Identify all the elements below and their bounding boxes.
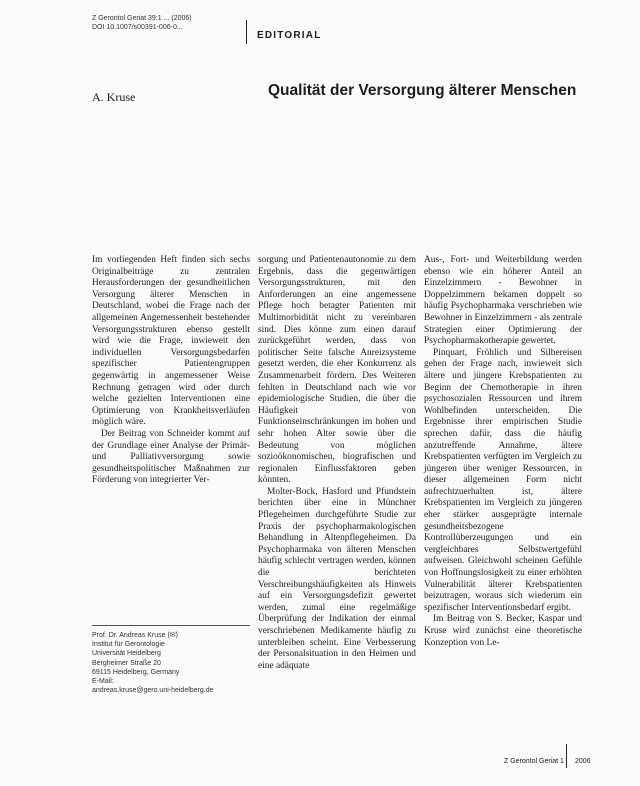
header-divider [246,20,247,44]
text-column-3 [424,255,582,649]
paragraph: Im vorliegenden Heft finden sich sechs Originalbeiträge zu zentralen Herausforderungen der gesundheitlichen Versorgung älterer Menschen in Deutschland, wobei die Frage nach der allgemeinen Angemessenheit bestehender Versorgungsstrukturen ebenso gestellt wird wie die Frage, inwieweit den individuellen Versorgungsbedarfen spezifischer Patientengruppen gegenwärtig in angemessener Weise Rechnung getragen wird oder durch welche gezielten Interventionen eine Optimierung von Krankheitsverläufen möglich wäre. [92,255,250,428]
affiliation-name: Prof. Dr. Andreas Kruse (✉) [92,632,179,639]
paragraph: Molter-Bock, Hasford und Pfundstein berichten über eine in Münchner Pflegeheimen durchgeführte Studie zur Praxis der psychopharmakologischen Behandlung in Altenpflegeheimen. Da Psychopharmaka von älteren Menschen häufig schlecht vertragen werden, können die berichteten Verschreibungshäufigkeiten als Hinweis auf ein Versorgungsdefizit gewertet werden, zumal eine regelmäßige Überprüfung der Indikation der einmal verschriebenen Medikamente häufig zu unterbleiben scheint. Eine Verbesserung der Personalsituation in den Heimen und eine adäquate [258,486,416,671]
footer-divider [566,744,567,768]
affiliation-city: 69115 Heidelberg, Germany [92,668,180,676]
paragraph: sorgung und Patientenautonomie zu dem Ergebnis, dass die gegenwärtigen Versorgungsstrukturen, mit den Anforderungen an eine angemessene Pflege hoch betagter Patienten mit Multimorbidität nicht zu vereinbaren sind. Dies könne zum einen darauf zurückgeführt werden, dass von politischer Seite falsche Anreizsysteme gesetzt werden, die eher Konkurrenz als Zusammenarbeit fördern. Des Weiteren fehlten in Deutschland nach wie vor epidemiologische Studien, die über die Häufigkeit von Funktionseinschränkungen im hohen und sehr hohen Alter sowie über die Bedeutung von möglichen sozioökonomischen, biografischen und regionalen Einflussfaktoren geben könnten. [258,255,416,486]
affiliation-email[interactable]: andreas.kruse@gero.uni-heidelberg.de [92,687,214,695]
journal-meta [92,14,192,32]
paragraph: Aus-, Fort- und Weiterbildung werden ebenso wie ein höherer Anteil an Einzelzimmern - Bewohner in Doppelzimmern bekamen doppelt so häufig Psychopharmaka verschrieben wie Bewohner in Einzelzimmern - als zentrale Strategien einer Optimierung der Psychopharmakotherapie gewertet. [424,255,583,347]
paragraph: Pinquart, Fröhlich und Silbereisen gehen der Frage nach, inwieweit sich ältere und jüngere Krebspatienten zu Beginn der Chemotherapie in ihren psychosozialen Ressourcen und ihrem Wohlbefinden unterscheiden. Die Ergebnisse ihrer empirischen Studie sprechen dafür, dass die häufig anzutreffende Annahme, ältere Krebspatienten verfügten im Vergleich zu jüngeren über weniger Ressourcen, in dieser allgemeinen Form nicht aufrechtzuerhalten ist, ältere Krebspatienten im Vergleich zu jüngeren eher stärker ausgeprägte internale gesundheitsbezogene Kontrollüberzeugungen und ein vergleichbares Selbstwertgefühl aufweisen. Gleichwohl scheinen Gefühle von Hoffnungslosigkeit zu einer erhöhten Vulnerabilität älterer Krebspatienten beizutragen, woraus sich wiederum ein spezifischer Interventionsbedarf ergibt. [424,347,582,613]
paragraph: Der Beitrag von Schneider kommt auf der Grundlage einer Analyse der Primär- und Palliativversorgung sowie gesundheitspolitischer Maßnahmen zur Förderung von integrierter Ver- [92,428,250,486]
section-label: EDITORIAL [257,30,322,41]
paragraph: Im Beitrag von S. Becker, Kaspar und Kruse wird zunächst eine theoretische Konzeption von Le- [424,614,582,648]
footer-journal: Z Gerontol Geriat 1 [504,758,564,765]
article-title: Qualität der Versorgung älterer Menschen [268,82,577,99]
affiliation-institute: Institut für Gerontologie [92,641,165,649]
affiliation-email-label: E-Mail: [92,678,114,686]
author-affiliation [92,631,214,695]
text-column-1 [92,255,250,487]
footer-year: 2006 [575,758,591,765]
article-author: A. Kruse [92,90,136,104]
text-column-2 [258,255,416,672]
meta-line-citation: Z Gerontol Geriat 39:1 ... (2006) [92,15,192,22]
meta-line-doi: DOI 10.1007/s00391-006-0... [92,24,183,31]
affiliation-university: Universität Heidelberg [92,650,161,658]
affiliation-street: Bergheimer Straße 20 [92,659,161,667]
affiliation-divider [92,625,250,626]
